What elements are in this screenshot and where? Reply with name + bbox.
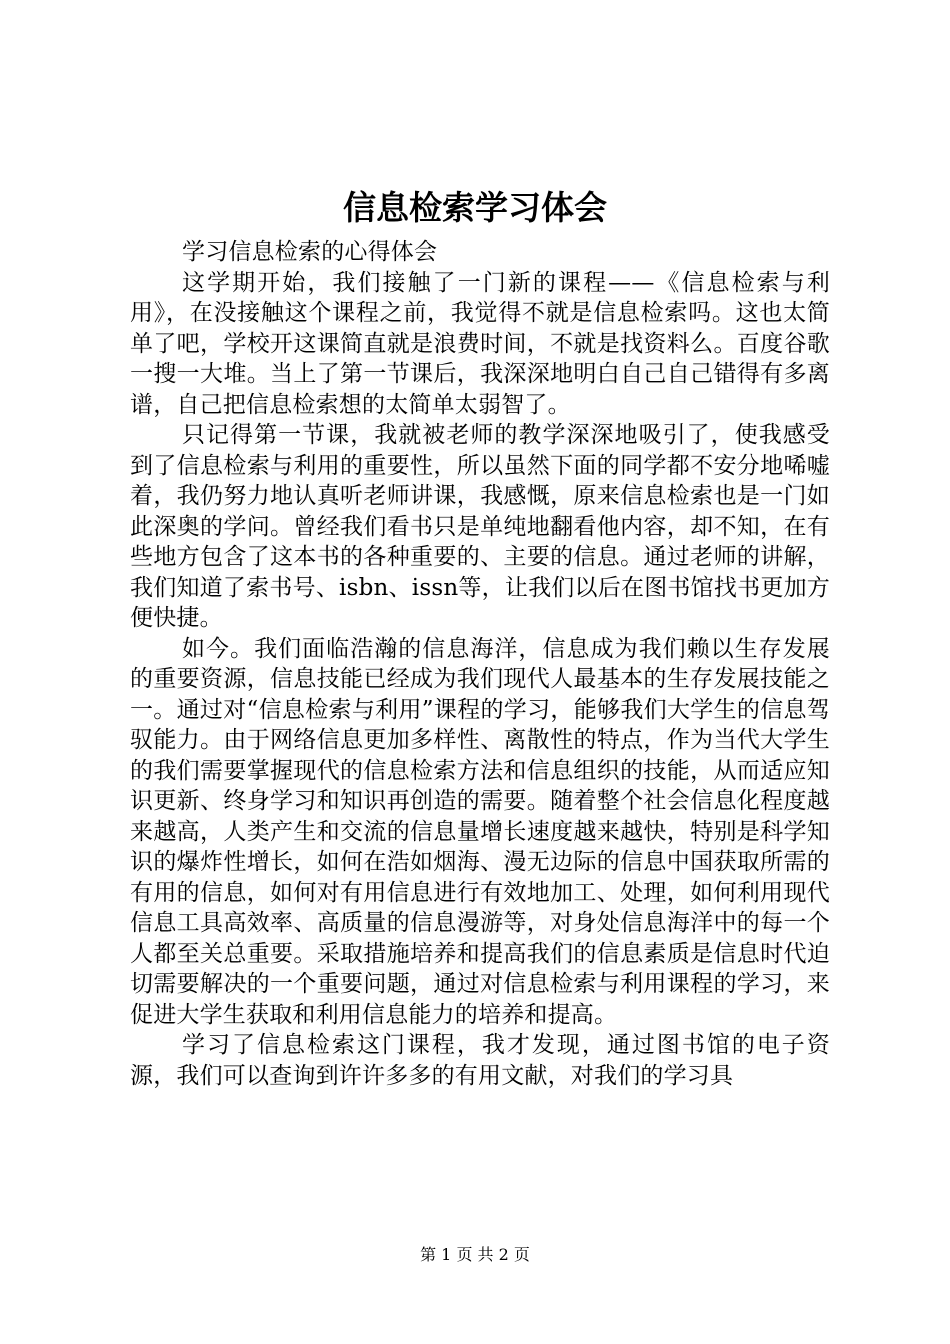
page-number-footer: 第 1 页 共 2 页 xyxy=(420,1245,530,1264)
document-body xyxy=(130,237,830,1091)
subtitle-paragraph: 学习信息检索的心得体会 xyxy=(182,239,438,265)
body-paragraph: 只记得第一节课，我就被老师的教学深深地吸引了，使我感受到了信息检索与利用的重要性，所以虽然下面的同学都不安分地唏嘘着，我仍努力地认真听老师讲课，我感慨，原来信息检索也是一门如此深奥的学问。曾经我们看书只是单纯地翻看他内容，却不知，在有些地方包含了这本书的各种重要的、主要的信息。通过老师的讲解，我们知道了索书号、isbn、issn等，让我们以后在图书馆找书更加方便快捷。 xyxy=(130,422,830,631)
body-paragraph: 如今。我们面临浩瀚的信息海洋，信息成为我们赖以生存发展的重要资源，信息技能已经成为我们现代人最基本的生存发展技能之一。通过对“信息检索与利用”课程的学习，能够我们大学生的信息驾驭能力。由于网络信息更加多样性、离散性的特点，作为当代大学生的我们需要掌握现代的信息检索方法和信息组织的技能，从而适应知识更新、终身学习和知识再创造的需要。随着整个社会信息化程度越来越高，人类产生和交流的信息量增长速度越来越快，特别是科学知识的爆炸性增长，如何在浩如烟海、漫无边际的信息中国获取所需的有用的信息，如何对有用信息进行有效地加工、处理，如何利用现代信息工具高效率、高质量的信息漫游等，对身处信息海洋中的每一个人都至关总重要。采取措施培养和提高我们的信息素质是信息时代迫切需要解决的一个重要问题，通过对信息检索与利用课程的学习，来促进大学生获取和利用信息能力的培养和提高。 xyxy=(130,635,830,1028)
body-paragraph: 学习了信息检索这门课程，我才发现，通过图书馆的电子资源，我们可以查询到许许多多的有用文献，对我们的学习具 xyxy=(130,1032,830,1089)
document-title: 信息检索学习体会 xyxy=(343,188,607,227)
body-paragraph: 这学期开始，我们接触了一门新的课程——《信息检索与利用》，在没接触这个课程之前，我觉得不就是信息检索吗。这也太简单了吧，学校开这课简直就是浪费时间，不就是找资料么。百度谷歌一搜一大堆。当上了第一节课后，我深深地明白自己自己错得有多离谱，自己把信息检索想的太简单太弱智了。 xyxy=(130,269,830,418)
